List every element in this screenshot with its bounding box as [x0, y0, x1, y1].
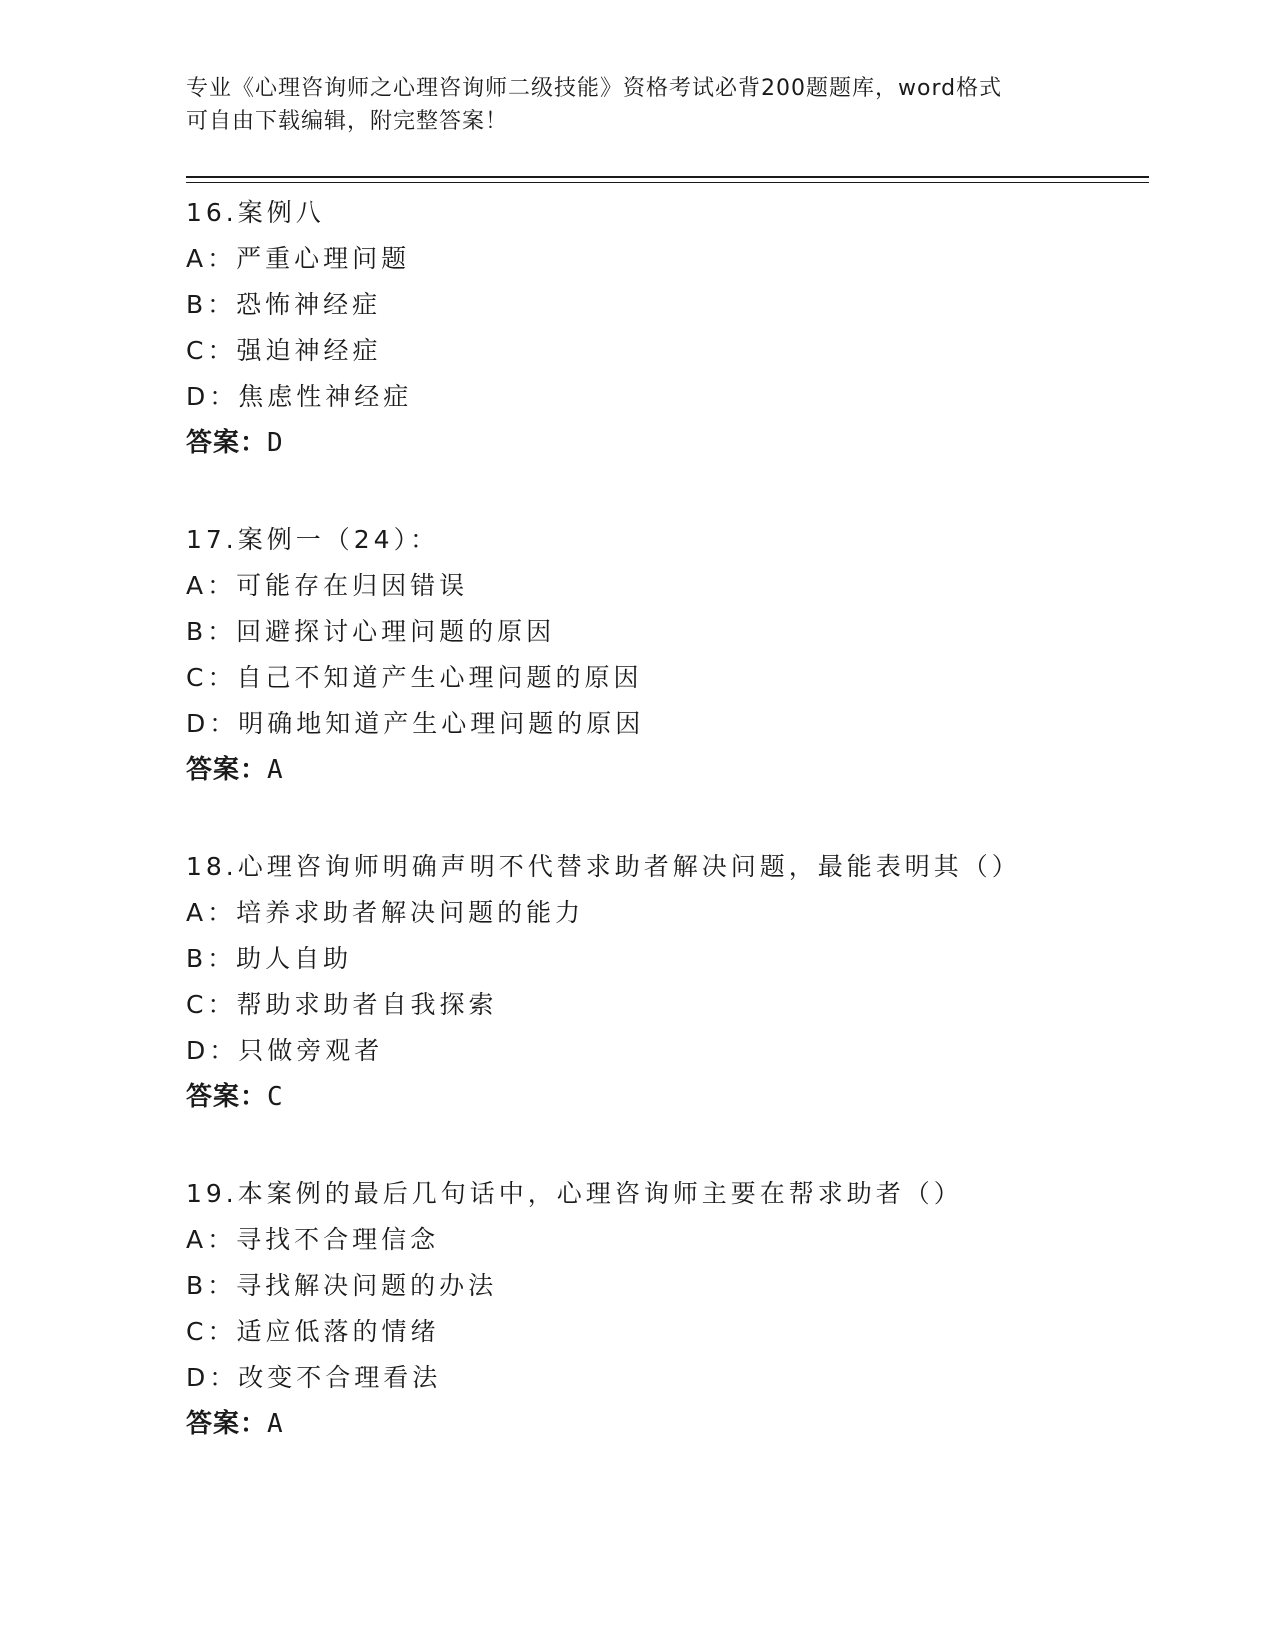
option-d: D：明确地知道产生心理问题的原因 — [186, 709, 645, 738]
option-c: C：强迫神经症 — [186, 336, 382, 365]
option-b: B：助人自助 — [186, 944, 353, 973]
header-divider-thick — [186, 176, 1149, 178]
answer-label: 答案： — [186, 755, 268, 785]
header-line-2: 可自由下载编辑，附完整答案！ — [186, 109, 509, 134]
option-d: D：只做旁观者 — [186, 1036, 384, 1065]
question-18 — [186, 844, 1146, 1120]
question-19 — [186, 1171, 1146, 1447]
question-16 — [186, 190, 1146, 466]
option-a: A：寻找不合理信念 — [186, 1225, 440, 1254]
option-a: A：培养求助者解决问题的能力 — [186, 898, 585, 927]
option-a: A：可能存在归因错误 — [186, 571, 469, 600]
question-17 — [186, 517, 1146, 793]
question-list — [186, 190, 1146, 1498]
header-line-1: 专业《心理咨询师之心理咨询师二级技能》资格考试必背200题题库，word格式 — [186, 76, 1003, 101]
question-stem: 17.案例一（24）： — [186, 525, 440, 554]
answer-row — [186, 747, 1146, 793]
option-c: C：适应低落的情绪 — [186, 1317, 440, 1346]
header-divider-thin — [186, 182, 1149, 183]
option-b: B：回避探讨心理问题的原因 — [186, 617, 556, 646]
option-b: B：寻找解决问题的办法 — [186, 1271, 498, 1300]
answer-label: 答案： — [186, 1409, 268, 1439]
question-stem: 19.本案例的最后几句话中，心理咨询师主要在帮求助者（） — [186, 1179, 963, 1208]
option-a: A：严重心理问题 — [186, 244, 411, 273]
answer-row — [186, 1401, 1146, 1447]
answer-value: D — [267, 428, 283, 458]
answer-label: 答案： — [186, 1082, 268, 1112]
option-d: D：改变不合理看法 — [186, 1363, 442, 1392]
answer-label: 答案： — [186, 428, 268, 458]
question-stem: 18.心理咨询师明确声明不代替求助者解决问题，最能表明其（） — [186, 852, 1021, 881]
answer-value: C — [267, 1082, 283, 1112]
document-header — [186, 72, 1086, 138]
option-c: C：帮助求助者自我探索 — [186, 990, 498, 1019]
answer-value: A — [267, 1409, 283, 1439]
answer-row — [186, 1074, 1146, 1120]
answer-value: A — [267, 755, 283, 785]
option-c: C：自己不知道产生心理问题的原因 — [186, 663, 643, 692]
answer-row — [186, 420, 1146, 466]
option-b: B：恐怖神经症 — [186, 290, 382, 319]
option-d: D：焦虑性神经症 — [186, 382, 413, 411]
question-stem: 16.案例八 — [186, 198, 325, 227]
